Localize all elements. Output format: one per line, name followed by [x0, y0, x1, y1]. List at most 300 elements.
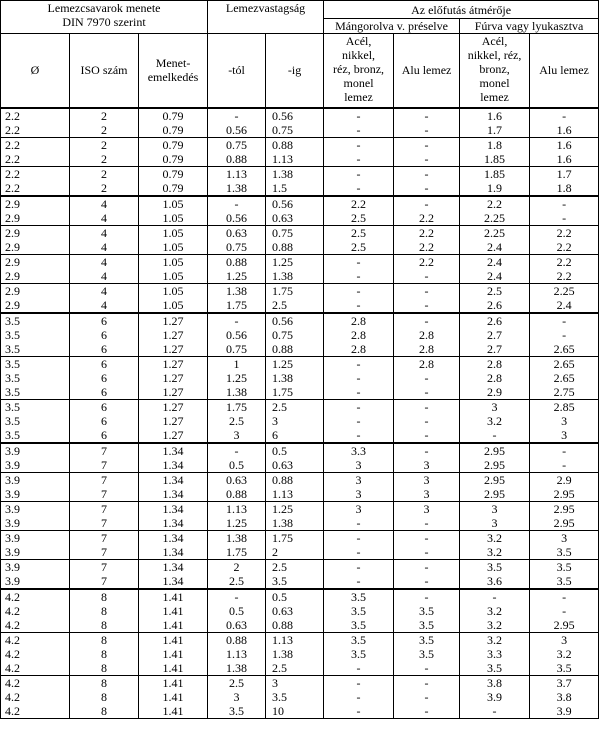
cell-diameter: 2.9: [1, 254, 70, 269]
cell-to: 0.88: [266, 342, 324, 357]
cell-diameter: 3.5: [1, 328, 70, 342]
cell-to: 1.38: [266, 647, 324, 661]
steel-line5: lemez: [344, 90, 373, 104]
cell-to: 3: [266, 675, 324, 690]
cell-from: 0.88: [208, 254, 266, 269]
table-row: [1, 283, 599, 298]
cell-drilled-alu: 3: [530, 530, 599, 545]
cell-drilled-steel: 3.5: [460, 559, 530, 574]
cell-drilled-alu: 1.6: [530, 137, 599, 152]
table-row: [1, 399, 599, 414]
cell-drilled-steel: 3.9: [460, 690, 530, 704]
cell-drilled-steel: 2.6: [460, 313, 530, 328]
cell-drilled-steel: 2.8: [460, 371, 530, 385]
cell-to: 1.38: [266, 516, 324, 531]
cell-pitch: 1.41: [139, 690, 208, 704]
cell-drilled-steel: 2.4: [460, 254, 530, 269]
cell-drilled-alu: 2.4: [530, 298, 599, 313]
cell-rolled-alu: -: [394, 137, 460, 152]
cell-rolled-steel: -: [324, 661, 394, 676]
cell-to: 0.88: [266, 472, 324, 487]
cell-to: 2.5: [266, 661, 324, 676]
cell-rolled-steel: -: [324, 371, 394, 385]
cell-diameter: 2.9: [1, 283, 70, 298]
cell-from: 1.75: [208, 298, 266, 313]
table-row: [1, 225, 599, 240]
cell-pitch: 1.41: [139, 704, 208, 719]
cell-rolled-alu: -: [394, 108, 460, 123]
cell-to: 10: [266, 704, 324, 719]
cell-pitch: 1.27: [139, 356, 208, 371]
cell-from: 2.5: [208, 414, 266, 428]
cell-iso: 6: [70, 371, 139, 385]
cell-rolled-steel: -: [324, 530, 394, 545]
cell-diameter: 3.5: [1, 385, 70, 400]
table-row: [1, 574, 599, 589]
steel-line4: monel: [343, 76, 374, 90]
cell-drilled-alu: 3: [530, 428, 599, 443]
cell-rolled-steel: 3: [324, 501, 394, 516]
cell-diameter: 3.9: [1, 458, 70, 473]
table-body: [1, 108, 599, 719]
cell-iso: 7: [70, 458, 139, 473]
cell-from: 1.25: [208, 516, 266, 531]
cell-iso: 8: [70, 604, 139, 618]
cell-rolled-alu: 3.5: [394, 604, 460, 618]
table-row: [1, 472, 599, 487]
cell-rolled-steel: 3.5: [324, 589, 394, 604]
cell-from: -: [208, 313, 266, 328]
cell-drilled-steel: 2.4: [460, 269, 530, 284]
cell-drilled-steel: 3.2: [460, 530, 530, 545]
cell-rolled-steel: -: [324, 559, 394, 574]
table-row: [1, 443, 599, 458]
drilled-title-cell: [460, 19, 599, 34]
cell-from: 1.38: [208, 385, 266, 400]
cell-diameter: 4.2: [1, 675, 70, 690]
cell-drilled-steel: 2.2: [460, 196, 530, 211]
cell-drilled-steel: 2.95: [460, 443, 530, 458]
cell-from: 2: [208, 559, 266, 574]
cell-diameter: 2.2: [1, 166, 70, 181]
cell-diameter: 4.2: [1, 632, 70, 647]
cell-iso: 8: [70, 618, 139, 633]
cell-rolled-alu: -: [394, 152, 460, 167]
cell-drilled-alu: 2.65: [530, 371, 599, 385]
cell-rolled-steel: -: [324, 545, 394, 560]
cell-iso: 4: [70, 269, 139, 284]
cell-diameter: 3.9: [1, 545, 70, 560]
cell-drilled-alu: 3.8: [530, 690, 599, 704]
col-diameter: [1, 34, 70, 108]
cell-pitch: 1.27: [139, 371, 208, 385]
cell-drilled-steel: 2.7: [460, 342, 530, 357]
cell-rolled-alu: -: [394, 414, 460, 428]
cell-from: 1.13: [208, 647, 266, 661]
cell-from: 1: [208, 356, 266, 371]
cell-drilled-steel: -: [460, 704, 530, 719]
table-row: [1, 458, 599, 473]
thread-title-cell: [1, 1, 208, 34]
cell-pitch: 1.41: [139, 618, 208, 633]
cell-rolled-steel: -: [324, 283, 394, 298]
cell-drilled-alu: 3.5: [530, 545, 599, 560]
cell-from: 0.56: [208, 123, 266, 138]
cell-to: 0.5: [266, 589, 324, 604]
cell-drilled-steel: 3.2: [460, 632, 530, 647]
table-row: [1, 123, 599, 138]
thread-title-line1: Lemezcsavarok menete: [47, 1, 161, 15]
cell-iso: 7: [70, 472, 139, 487]
cell-from: 1.75: [208, 399, 266, 414]
cell-drilled-alu: 3: [530, 414, 599, 428]
table-row: [1, 137, 599, 152]
cell-drilled-alu: -: [530, 108, 599, 123]
cell-from: 0.75: [208, 342, 266, 357]
table-row: [1, 632, 599, 647]
drilled-title: Fúrva vagy lyukasztva: [474, 19, 584, 33]
cell-to: 2.5: [266, 559, 324, 574]
cell-iso: 6: [70, 356, 139, 371]
steel2-line5: lemez: [480, 90, 509, 104]
cell-drilled-steel: 3.2: [460, 604, 530, 618]
cell-iso: 8: [70, 589, 139, 604]
cell-diameter: 3.9: [1, 530, 70, 545]
cell-to: 6: [266, 428, 324, 443]
table-row: [1, 181, 599, 196]
cell-drilled-alu: 2.65: [530, 342, 599, 357]
cell-diameter: 3.9: [1, 574, 70, 589]
cell-pitch: 1.05: [139, 225, 208, 240]
cell-to: 1.25: [266, 501, 324, 516]
cell-pitch: 1.05: [139, 269, 208, 284]
cell-rolled-steel: -: [324, 690, 394, 704]
col-to: [266, 34, 324, 108]
cell-pitch: 1.41: [139, 661, 208, 676]
cell-diameter: 2.9: [1, 225, 70, 240]
cell-iso: 2: [70, 181, 139, 196]
cell-rolled-alu: 2.2: [394, 211, 460, 226]
cell-drilled-alu: 1.7: [530, 166, 599, 181]
cell-pitch: 1.27: [139, 313, 208, 328]
cell-rolled-steel: -: [324, 181, 394, 196]
table-row: [1, 254, 599, 269]
table-row: [1, 356, 599, 371]
cell-iso: 8: [70, 647, 139, 661]
cell-drilled-alu: 3: [530, 632, 599, 647]
cell-to: 1.38: [266, 166, 324, 181]
cell-pitch: 1.34: [139, 545, 208, 560]
cell-rolled-alu: -: [394, 661, 460, 676]
cell-to: 3.5: [266, 690, 324, 704]
table-row: [1, 589, 599, 604]
table-header: [1, 1, 599, 108]
table-row: [1, 559, 599, 574]
cell-to: 0.88: [266, 618, 324, 633]
cell-drilled-steel: 2.25: [460, 225, 530, 240]
cell-diameter: 3.9: [1, 487, 70, 502]
col-rolled-alu: [394, 34, 460, 108]
cell-diameter: 4.2: [1, 661, 70, 676]
table-row: [1, 647, 599, 661]
cell-diameter: 4.2: [1, 690, 70, 704]
cell-rolled-steel: 3: [324, 487, 394, 502]
cell-iso: 6: [70, 385, 139, 400]
cell-pitch: 1.05: [139, 283, 208, 298]
cell-rolled-alu: 2.2: [394, 254, 460, 269]
cell-iso: 4: [70, 211, 139, 226]
cell-drilled-steel: 2.4: [460, 240, 530, 255]
cell-from: 0.63: [208, 472, 266, 487]
cell-rolled-alu: 3.5: [394, 647, 460, 661]
cell-pitch: 1.27: [139, 428, 208, 443]
cell-drilled-alu: 2.2: [530, 240, 599, 255]
cell-diameter: 2.9: [1, 211, 70, 226]
cell-to: 0.56: [266, 313, 324, 328]
cell-pitch: 0.79: [139, 137, 208, 152]
cell-pitch: 1.41: [139, 589, 208, 604]
cell-iso: 7: [70, 501, 139, 516]
cell-drilled-alu: 2.2: [530, 225, 599, 240]
cell-drilled-steel: 1.9: [460, 181, 530, 196]
cell-rolled-steel: 2.2: [324, 196, 394, 211]
cell-rolled-steel: 3.5: [324, 604, 394, 618]
cell-rolled-alu: 3: [394, 458, 460, 473]
cell-from: -: [208, 589, 266, 604]
cell-diameter: 3.5: [1, 399, 70, 414]
cell-rolled-alu: -: [394, 559, 460, 574]
table-row: [1, 704, 599, 719]
cell-drilled-alu: 1.6: [530, 123, 599, 138]
cell-pitch: 1.41: [139, 632, 208, 647]
cell-rolled-steel: -: [324, 123, 394, 138]
table-row: [1, 675, 599, 690]
cell-iso: 8: [70, 690, 139, 704]
cell-rolled-alu: -: [394, 181, 460, 196]
cell-from: 1.13: [208, 501, 266, 516]
cell-from: 0.56: [208, 328, 266, 342]
cell-rolled-steel: 2.5: [324, 211, 394, 226]
cell-drilled-steel: 3.6: [460, 574, 530, 589]
cell-drilled-alu: 3.7: [530, 675, 599, 690]
cell-iso: 4: [70, 240, 139, 255]
cell-iso: 4: [70, 298, 139, 313]
col-diameter-label: Ø: [30, 63, 40, 78]
cell-from: 2.5: [208, 574, 266, 589]
cell-rolled-alu: 3: [394, 487, 460, 502]
cell-drilled-alu: 2.2: [530, 254, 599, 269]
steel-line1: Acél,: [345, 34, 372, 48]
table-row: [1, 298, 599, 313]
table-row: [1, 385, 599, 400]
cell-from: 3.5: [208, 704, 266, 719]
cell-to: 1.75: [266, 530, 324, 545]
cell-to: 3.5: [266, 574, 324, 589]
cell-iso: 7: [70, 574, 139, 589]
cell-pitch: 1.05: [139, 298, 208, 313]
col-to-label: -ig: [287, 63, 302, 78]
cell-diameter: 3.5: [1, 313, 70, 328]
table-row: [1, 618, 599, 633]
cell-iso: 7: [70, 487, 139, 502]
cell-to: 1.25: [266, 254, 324, 269]
cell-rolled-steel: 3.5: [324, 647, 394, 661]
cell-diameter: 3.9: [1, 559, 70, 574]
cell-rolled-steel: 2.8: [324, 328, 394, 342]
cell-diameter: 2.2: [1, 123, 70, 138]
cell-rolled-alu: -: [394, 385, 460, 400]
cell-rolled-alu: 3: [394, 501, 460, 516]
cell-diameter: 2.9: [1, 298, 70, 313]
cell-pitch: 1.27: [139, 414, 208, 428]
col-iso-label: ISO szám: [80, 63, 128, 78]
cell-drilled-steel: 3: [460, 501, 530, 516]
cell-pitch: 1.41: [139, 675, 208, 690]
cell-pitch: 1.34: [139, 574, 208, 589]
cell-drilled-alu: 2.95: [530, 487, 599, 502]
cell-iso: 7: [70, 443, 139, 458]
table-row: [1, 501, 599, 516]
cell-drilled-steel: 1.6: [460, 108, 530, 123]
cell-iso: 7: [70, 545, 139, 560]
cell-drilled-steel: 2.95: [460, 472, 530, 487]
steel2-line3: bronz,: [479, 62, 510, 76]
cell-to: 0.75: [266, 328, 324, 342]
cell-iso: 6: [70, 342, 139, 357]
cell-iso: 2: [70, 166, 139, 181]
thickness-title-cell: [208, 1, 324, 34]
cell-rolled-alu: 2.8: [394, 328, 460, 342]
cell-drilled-steel: 2.7: [460, 328, 530, 342]
cell-iso: 8: [70, 675, 139, 690]
table-row: [1, 166, 599, 181]
cell-rolled-alu: -: [394, 428, 460, 443]
steel-line2: nikkel,: [342, 48, 376, 62]
cell-from: 1.13: [208, 166, 266, 181]
cell-drilled-alu: 3.9: [530, 704, 599, 719]
cell-to: 0.63: [266, 604, 324, 618]
cell-from: 0.5: [208, 458, 266, 473]
table-row: [1, 342, 599, 357]
col-drilled-steel: [460, 34, 530, 108]
predrill-title: Az előfutás átmérője: [411, 2, 512, 17]
cell-to: 1.13: [266, 632, 324, 647]
cell-rolled-alu: 3.5: [394, 618, 460, 633]
col-drilled-alu: [530, 34, 599, 108]
table-row: [1, 313, 599, 328]
cell-pitch: 1.34: [139, 530, 208, 545]
cell-rolled-steel: -: [324, 414, 394, 428]
cell-to: 0.75: [266, 123, 324, 138]
cell-rolled-alu: 2.2: [394, 240, 460, 255]
table-row: [1, 690, 599, 704]
cell-to: 0.5: [266, 443, 324, 458]
col-from: [208, 34, 266, 108]
cell-drilled-alu: 3.5: [530, 574, 599, 589]
cell-from: -: [208, 443, 266, 458]
cell-rolled-steel: -: [324, 704, 394, 719]
cell-drilled-steel: -: [460, 428, 530, 443]
cell-iso: 6: [70, 328, 139, 342]
cell-pitch: 1.34: [139, 487, 208, 502]
cell-diameter: 2.9: [1, 196, 70, 211]
cell-rolled-steel: -: [324, 399, 394, 414]
cell-iso: 4: [70, 196, 139, 211]
cell-diameter: 2.2: [1, 108, 70, 123]
steel2-line4: monel: [479, 76, 510, 90]
cell-pitch: 1.27: [139, 342, 208, 357]
cell-rolled-alu: -: [394, 690, 460, 704]
steel-line3: réz, bronz,: [333, 62, 385, 76]
cell-iso: 4: [70, 254, 139, 269]
cell-to: 0.88: [266, 240, 324, 255]
cell-diameter: 3.9: [1, 501, 70, 516]
cell-drilled-alu: 2.95: [530, 516, 599, 531]
cell-drilled-alu: -: [530, 211, 599, 226]
cell-pitch: 0.79: [139, 152, 208, 167]
cell-diameter: 3.5: [1, 428, 70, 443]
cell-drilled-alu: 2.65: [530, 356, 599, 371]
cell-diameter: 2.2: [1, 152, 70, 167]
table-row: [1, 428, 599, 443]
cell-rolled-alu: -: [394, 298, 460, 313]
cell-from: 1.38: [208, 283, 266, 298]
cell-iso: 7: [70, 516, 139, 531]
cell-rolled-steel: 3: [324, 458, 394, 473]
cell-from: 0.5: [208, 604, 266, 618]
cell-to: 3: [266, 414, 324, 428]
cell-drilled-steel: 1.7: [460, 123, 530, 138]
cell-rolled-steel: 2.8: [324, 313, 394, 328]
steel2-line2: nikkel, réz,: [467, 48, 522, 62]
predrill-title-cell: [324, 1, 599, 19]
cell-to: 1.5: [266, 181, 324, 196]
col-rolled-steel: [324, 34, 394, 108]
table-row: [1, 530, 599, 545]
cell-from: 0.88: [208, 632, 266, 647]
cell-to: 0.75: [266, 225, 324, 240]
cell-rolled-steel: -: [324, 254, 394, 269]
cell-diameter: 2.2: [1, 137, 70, 152]
cell-to: 0.56: [266, 108, 324, 123]
alu-rolled-label: Alu lemez: [401, 63, 452, 78]
cell-pitch: 1.05: [139, 196, 208, 211]
cell-iso: 8: [70, 661, 139, 676]
cell-pitch: 1.34: [139, 443, 208, 458]
table-row: [1, 545, 599, 560]
cell-pitch: 1.34: [139, 472, 208, 487]
cell-from: 0.88: [208, 487, 266, 502]
cell-diameter: 3.5: [1, 371, 70, 385]
cell-pitch: 1.34: [139, 501, 208, 516]
cell-rolled-steel: 3.5: [324, 632, 394, 647]
cell-pitch: 1.27: [139, 399, 208, 414]
cell-pitch: 0.79: [139, 181, 208, 196]
cell-rolled-alu: -: [394, 313, 460, 328]
cell-rolled-steel: -: [324, 137, 394, 152]
cell-rolled-alu: -: [394, 196, 460, 211]
cell-rolled-steel: -: [324, 356, 394, 371]
cell-drilled-alu: -: [530, 589, 599, 604]
cell-to: 1.75: [266, 283, 324, 298]
cell-iso: 6: [70, 399, 139, 414]
cell-drilled-alu: 3.5: [530, 559, 599, 574]
cell-rolled-steel: 3: [324, 472, 394, 487]
cell-rolled-alu: 3: [394, 472, 460, 487]
cell-pitch: 1.41: [139, 647, 208, 661]
cell-from: 0.63: [208, 618, 266, 633]
cell-drilled-alu: 2.75: [530, 385, 599, 400]
